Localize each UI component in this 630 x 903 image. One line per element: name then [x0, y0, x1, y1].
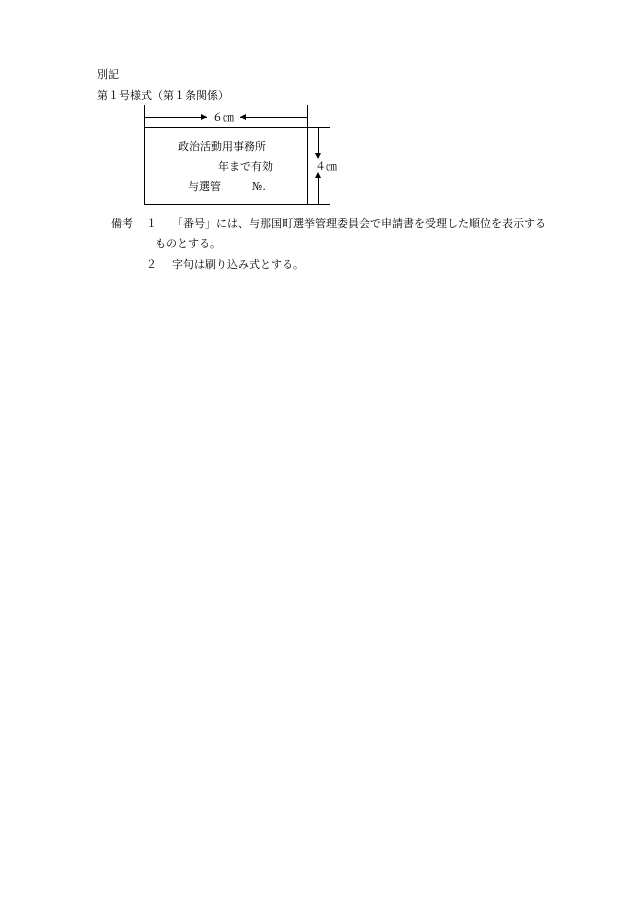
- width-dimension-line-right: [240, 117, 307, 118]
- right-extension-line: [307, 105, 308, 127]
- card-left-border: [144, 127, 145, 205]
- card-line3-left: 与選管: [188, 180, 221, 193]
- card-line3-right: №.: [252, 180, 266, 193]
- note-2-text: 字句は刷り込み式とする。: [172, 258, 304, 271]
- form-title: 第１号様式（第１条関係）: [97, 89, 229, 102]
- card-line1: 政治活動用事務所: [178, 140, 266, 153]
- height-label: ４㎝: [315, 160, 337, 173]
- width-arrow-right-icon: [201, 114, 207, 120]
- note-1-text-continued: ものとする。: [155, 237, 221, 250]
- card-top-border: [144, 127, 330, 128]
- left-extension-line: [144, 105, 145, 127]
- note-1-number: １: [146, 217, 157, 230]
- note-1-text: 「番号」には、与那国町選挙管理委員会で申請書を受理した順位を表示する: [172, 217, 546, 230]
- card-line2: 年まで有効: [218, 160, 273, 173]
- notes-label: 備考: [111, 217, 133, 230]
- width-label: ６㎝: [212, 111, 234, 124]
- width-dimension-line-left: [145, 117, 207, 118]
- height-dimension-line-bottom: [318, 176, 319, 204]
- card-bottom-border: [144, 204, 330, 205]
- height-dimension-line-top: [318, 128, 319, 155]
- heading: 別記: [97, 68, 119, 81]
- card-right-border: [307, 127, 308, 205]
- note-2-number: ２: [146, 258, 157, 271]
- height-arrow-down-icon: [315, 153, 321, 159]
